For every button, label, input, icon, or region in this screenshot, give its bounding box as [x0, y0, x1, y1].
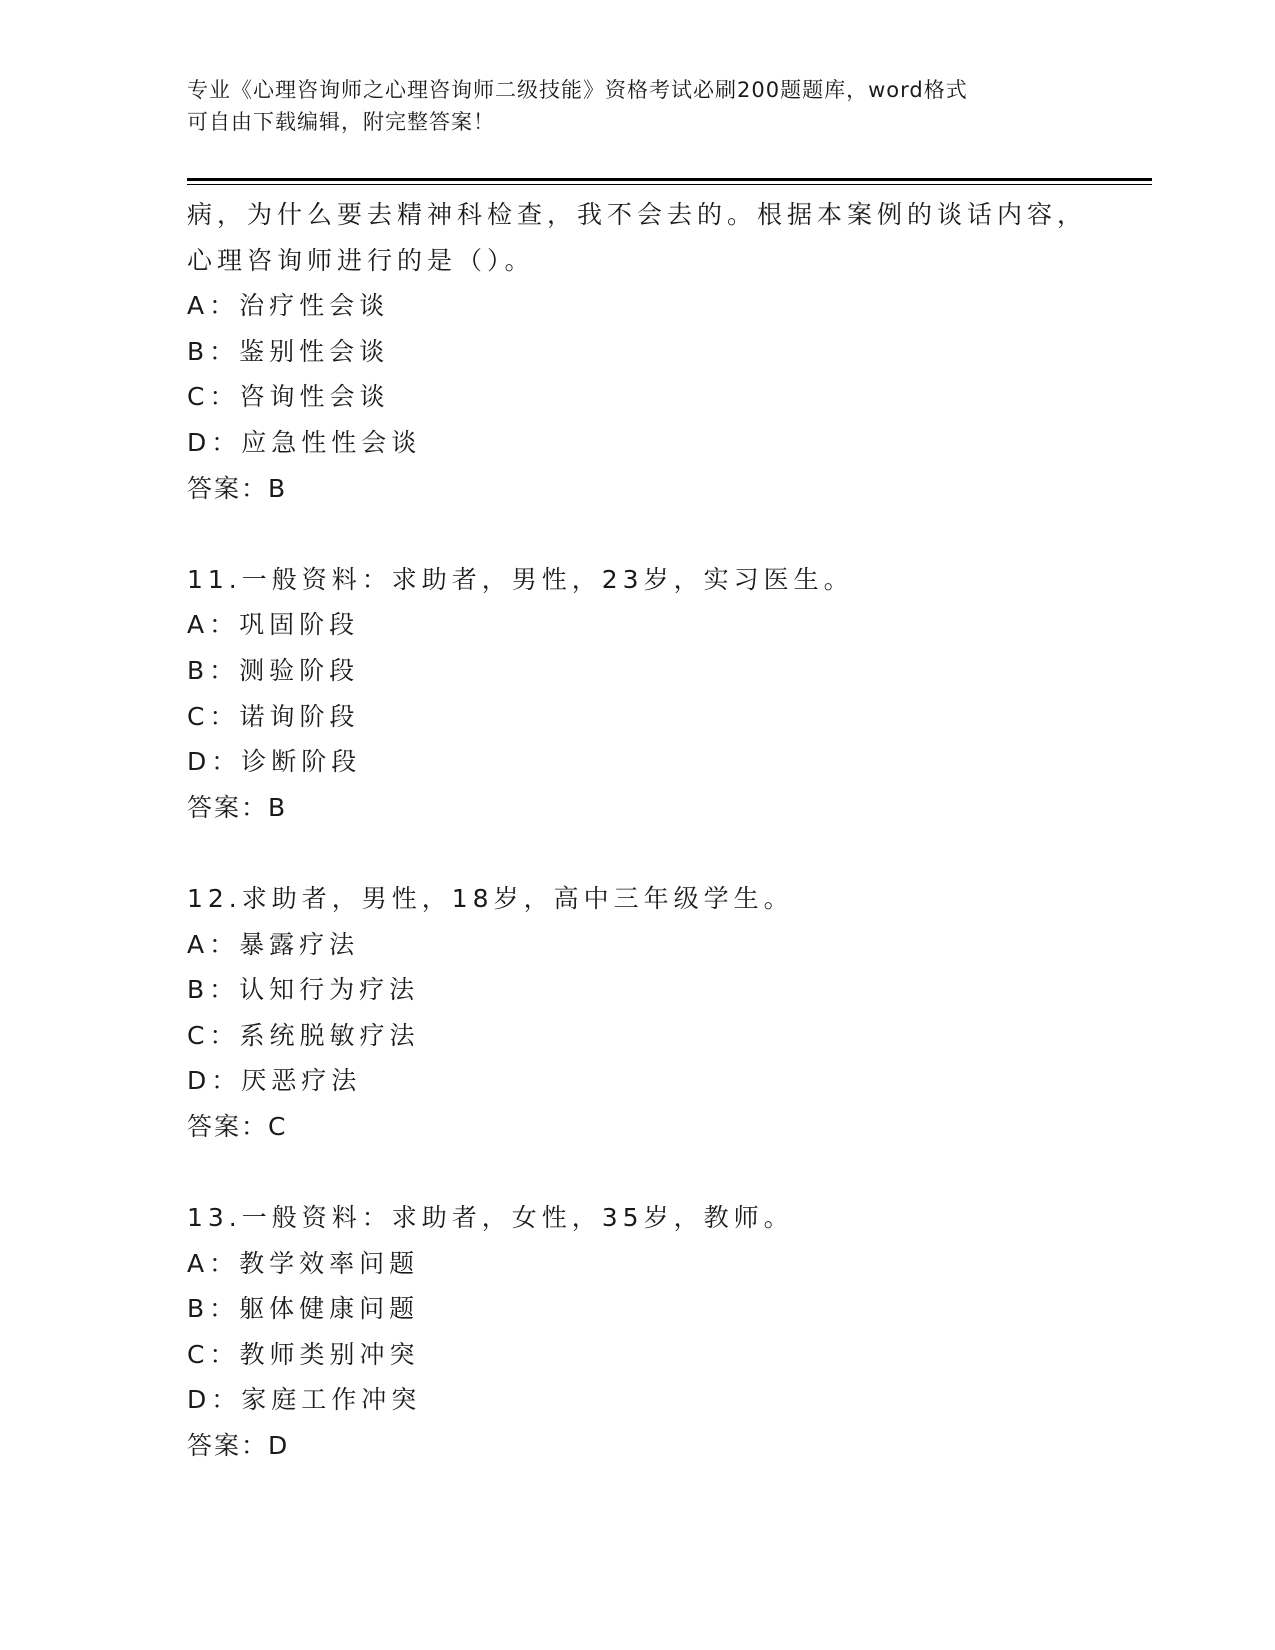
answer-line: 答案：D	[187, 1431, 290, 1461]
option-d: D：诊断阶段	[187, 747, 362, 777]
question-stem-line-2: 心理咨询师进行的是（）。	[187, 245, 535, 275]
question-block-13	[187, 1195, 1147, 1469]
option-a: A：暴露疗法	[187, 929, 360, 959]
document-header	[187, 74, 1087, 138]
option-b: B：躯体健康问题	[187, 1294, 420, 1324]
option-c: C：系统脱敏疗法	[187, 1020, 420, 1050]
header-title-line-1: 专业《心理咨询师之心理咨询师二级技能》资格考试必刷200题题库，word格式	[187, 78, 968, 102]
option-c: C：咨询性会谈	[187, 382, 390, 412]
question-block-12	[187, 876, 1147, 1150]
answer-line: 答案：B	[187, 473, 288, 503]
header-title-line-2: 可自由下载编辑，附完整答案！	[187, 110, 495, 134]
option-d: D：家庭工作冲突	[187, 1385, 422, 1415]
header-divider-thick	[187, 178, 1152, 181]
question-stem: 11.一般资料：求助者，男性，23岁，实习医生。	[187, 564, 854, 594]
question-stem: 13.一般资料：求助者，女性，35岁，教师。	[187, 1203, 794, 1233]
option-b: B：鉴别性会谈	[187, 336, 390, 366]
option-d: D：应急性性会谈	[187, 427, 422, 457]
answer-line: 答案：C	[187, 1111, 288, 1141]
option-c: C：教师类别冲突	[187, 1339, 420, 1369]
option-a: A：教学效率问题	[187, 1248, 420, 1278]
header-divider-thin	[187, 184, 1152, 185]
question-stem-line-1: 病，为什么要去精神科检查，我不会去的。根据本案例的谈话内容，	[187, 200, 1088, 229]
option-b: B：认知行为疗法	[187, 975, 420, 1005]
answer-line: 答案：B	[187, 792, 288, 822]
question-spacer	[187, 511, 1147, 557]
option-a: A：巩固阶段	[187, 610, 360, 640]
option-d: D：厌恶疗法	[187, 1066, 362, 1096]
question-spacer	[187, 1149, 1147, 1195]
option-a: A：治疗性会谈	[187, 291, 390, 321]
question-block-10	[187, 192, 1147, 511]
question-stem: 12.求助者，男性，18岁，高中三年级学生。	[187, 883, 794, 913]
question-block-11	[187, 557, 1147, 831]
option-c: C：诺询阶段	[187, 701, 360, 731]
option-b: B：测验阶段	[187, 655, 360, 685]
question-spacer	[187, 830, 1147, 876]
question-list	[187, 192, 1147, 1469]
